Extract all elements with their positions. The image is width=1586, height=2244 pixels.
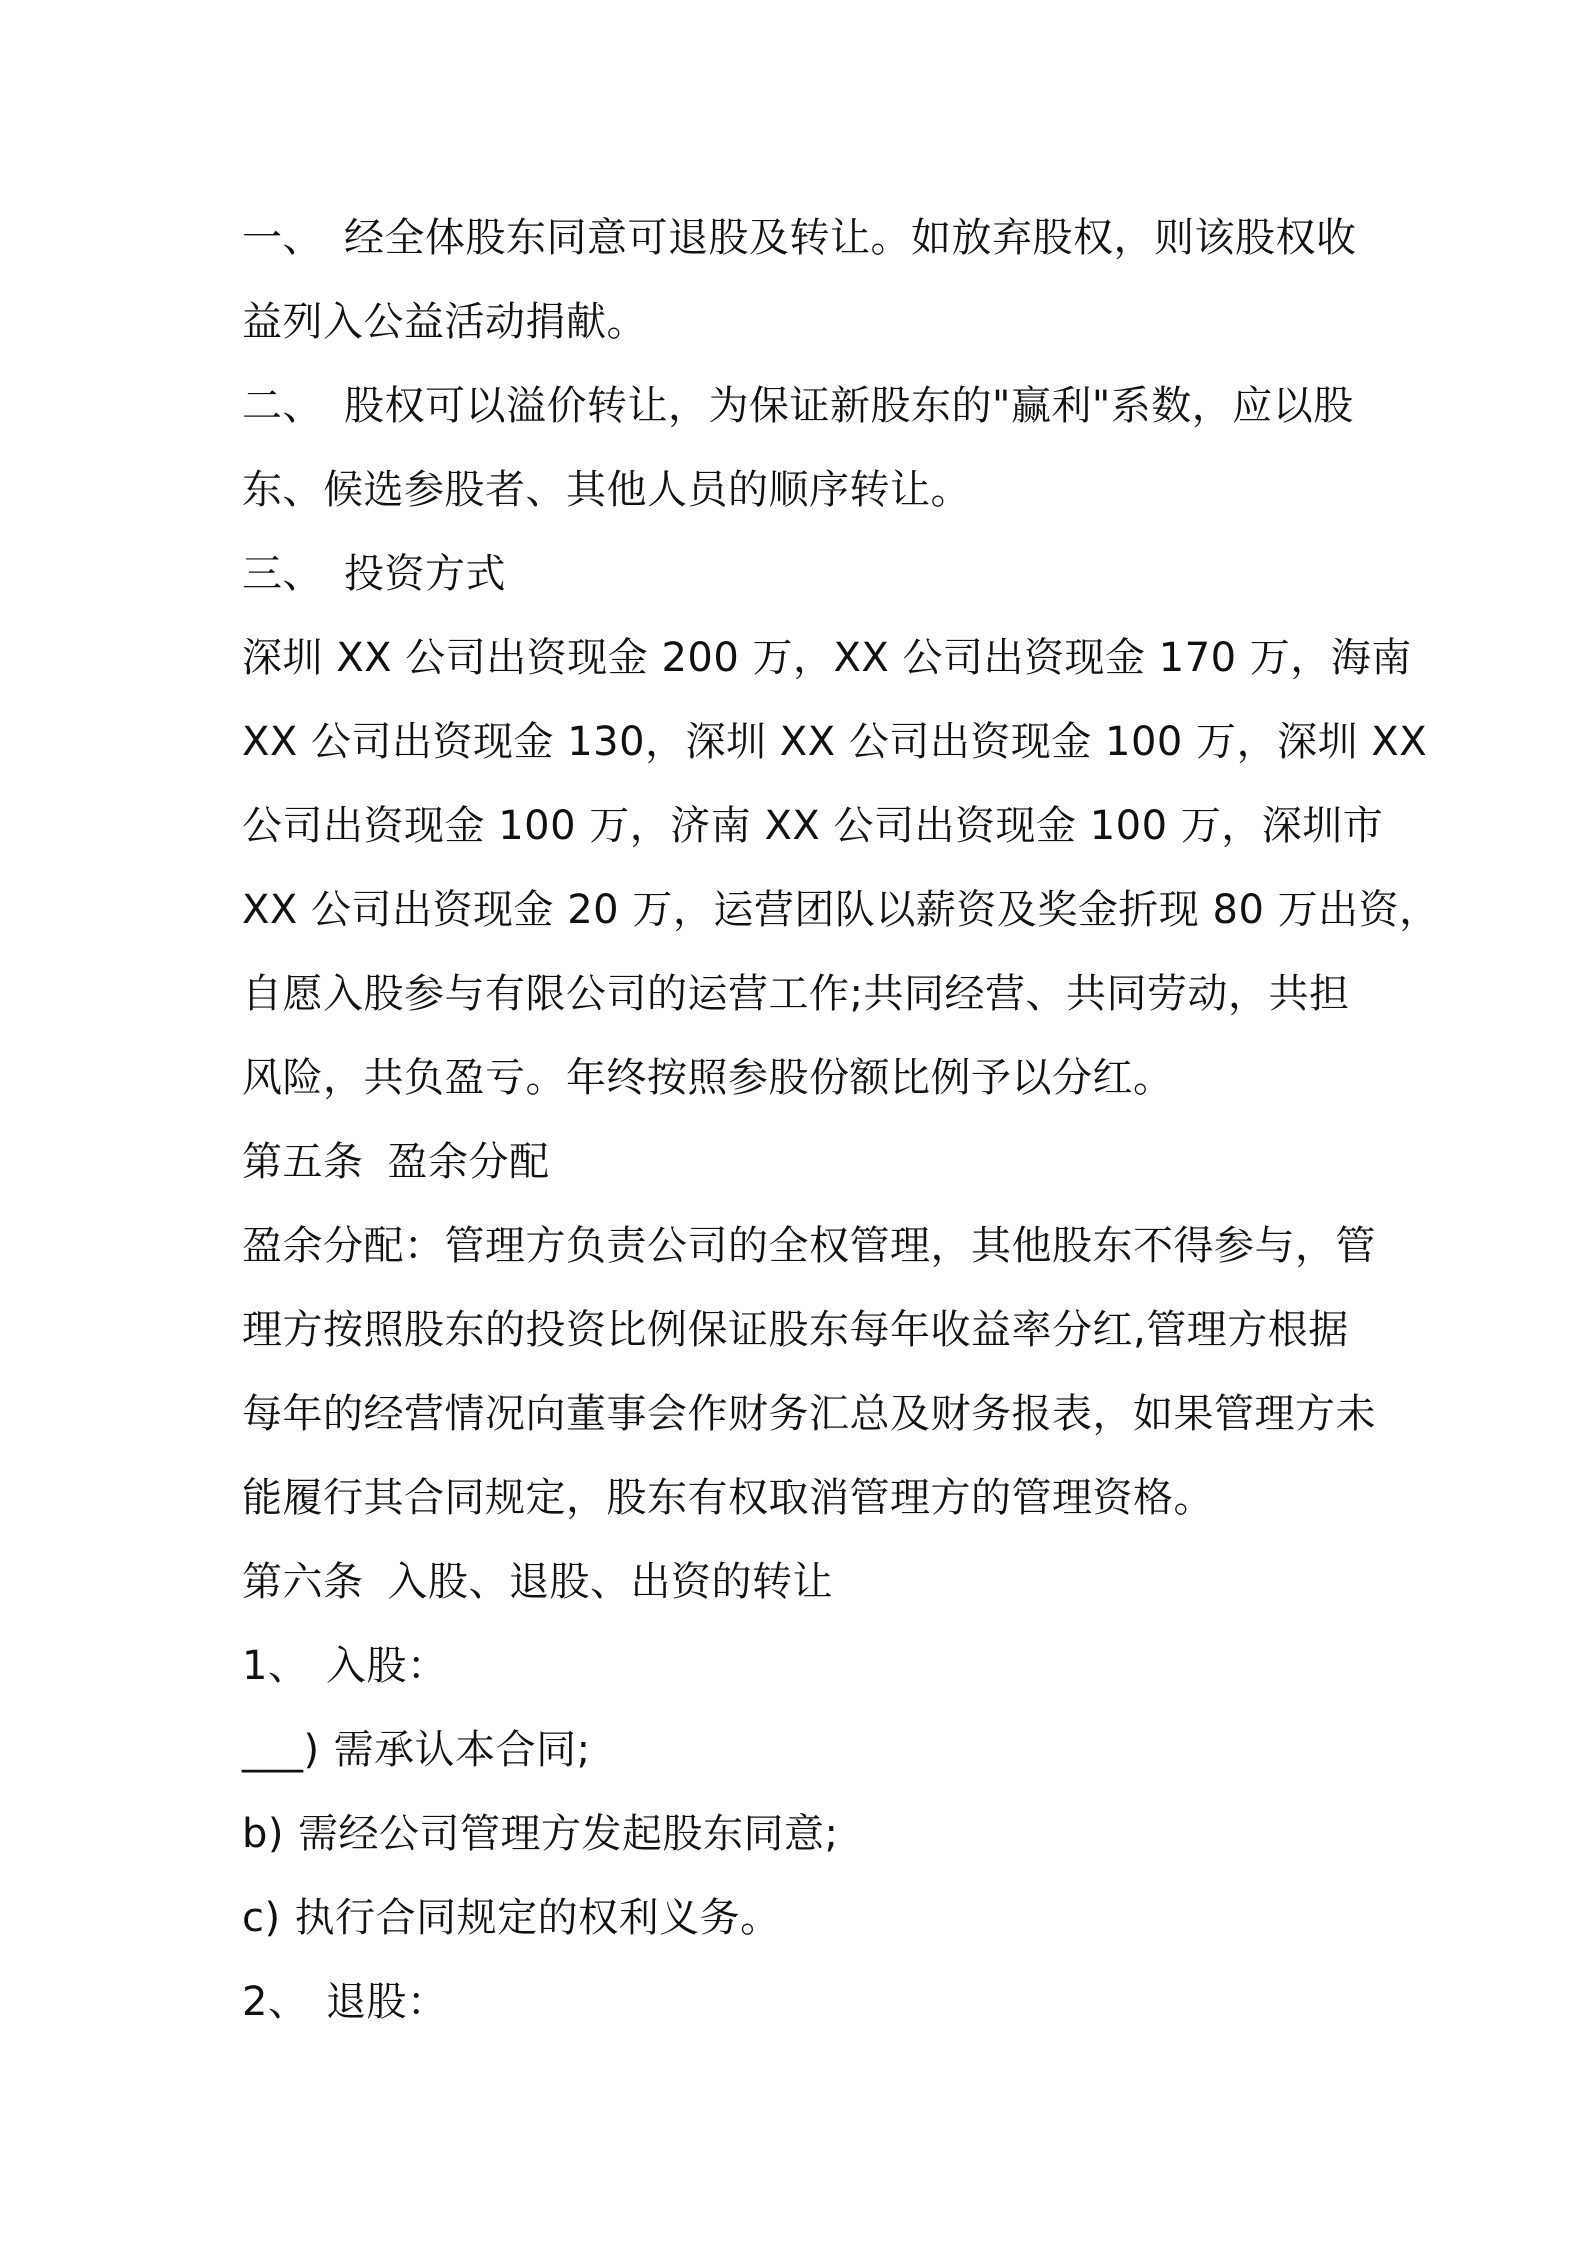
- sub-item-c-text: 执行合同规定的权利义务。: [294, 1895, 781, 1941]
- sub-item-a-text: 需承认本合同;: [333, 1727, 591, 1773]
- article-5-title: 盈余分配: [387, 1139, 550, 1185]
- sub-item-a: [242, 1708, 1362, 1792]
- item-2-heading: [242, 1960, 1362, 2044]
- article-6-heading: [242, 1540, 1362, 1624]
- document-body: [242, 196, 1440, 2044]
- article-6-number: 第六条: [242, 1559, 364, 1605]
- sub-item-b: [242, 1792, 1362, 1876]
- sub-item-c-marker: c): [242, 1895, 281, 1941]
- investment-line: XX 公司出资现金 130，深圳 XX 公司出资现金 100 万，深圳 XX: [242, 719, 1428, 765]
- clause-3-title: 投资方式: [344, 551, 506, 597]
- investment-line: 自愿入股参与有限公司的运营工作;共同经营、共同劳动，共担: [242, 971, 1350, 1017]
- clause-2-line-2: 东、候选参股者、其他人员的顺序转让。: [242, 467, 971, 513]
- clause-2-line-1: [242, 364, 1362, 448]
- item-1-number: 1、: [242, 1643, 309, 1689]
- surplus-line: 理方按照股东的投资比例保证股东每年收益率分红,管理方根据: [242, 1307, 1349, 1353]
- clause-3-heading: [242, 532, 1362, 616]
- sub-item-a-marker: ___): [242, 1727, 320, 1773]
- sub-item-b-marker: b): [242, 1811, 284, 1857]
- sub-item-c: [242, 1876, 1362, 1960]
- clause-2-text-line-1: 股权可以溢价转让，为保证新股东的"赢利"系数，应以股: [344, 383, 1354, 429]
- surplus-line: 能履行其合同规定，股东有权取消管理方的管理资格。: [242, 1475, 1214, 1521]
- clause-1-line-2: 益列入公益活动捐献。: [242, 299, 647, 345]
- article-6-title: 入股、退股、出资的转让: [387, 1559, 833, 1605]
- investment-line: 公司出资现金 100 万，济南 XX 公司出资现金 100 万，深圳市: [242, 803, 1384, 849]
- investment-line: XX 公司出资现金 20 万，运营团队以薪资及奖金折现 80 万出资，: [242, 887, 1440, 933]
- investment-line: 风险，共负盈亏。年终按照参股份额比例予以分红。: [242, 1055, 1174, 1101]
- clause-1-text-line-1: 经全体股东同意可退股及转让。如放弃股权，则该股权收: [344, 215, 1357, 261]
- article-5-number: 第五条: [242, 1139, 364, 1185]
- item-1-heading: [242, 1624, 1362, 1708]
- item-1-title: 入股：: [326, 1643, 448, 1689]
- article-5-heading: [242, 1120, 1362, 1204]
- investment-line: 深圳 XX 公司出资现金 200 万，XX 公司出资现金 170 万，海南: [242, 635, 1412, 681]
- surplus-line: 盈余分配：管理方负责公司的全权管理，其他股东不得参与，管: [242, 1223, 1376, 1269]
- item-2-title: 退股：: [326, 1979, 448, 2025]
- clause-1-number: 一、: [242, 215, 323, 261]
- clause-2-number: 二、: [242, 383, 323, 429]
- clause-1-line-1: [242, 196, 1362, 280]
- surplus-line: 每年的经营情况向董事会作财务汇总及财务报表，如果管理方未: [242, 1391, 1376, 1437]
- clause-3-number: 三、: [242, 551, 323, 597]
- sub-item-b-text: 需经公司管理方发起股东同意;: [298, 1811, 839, 1857]
- item-2-number: 2、: [242, 1979, 309, 2025]
